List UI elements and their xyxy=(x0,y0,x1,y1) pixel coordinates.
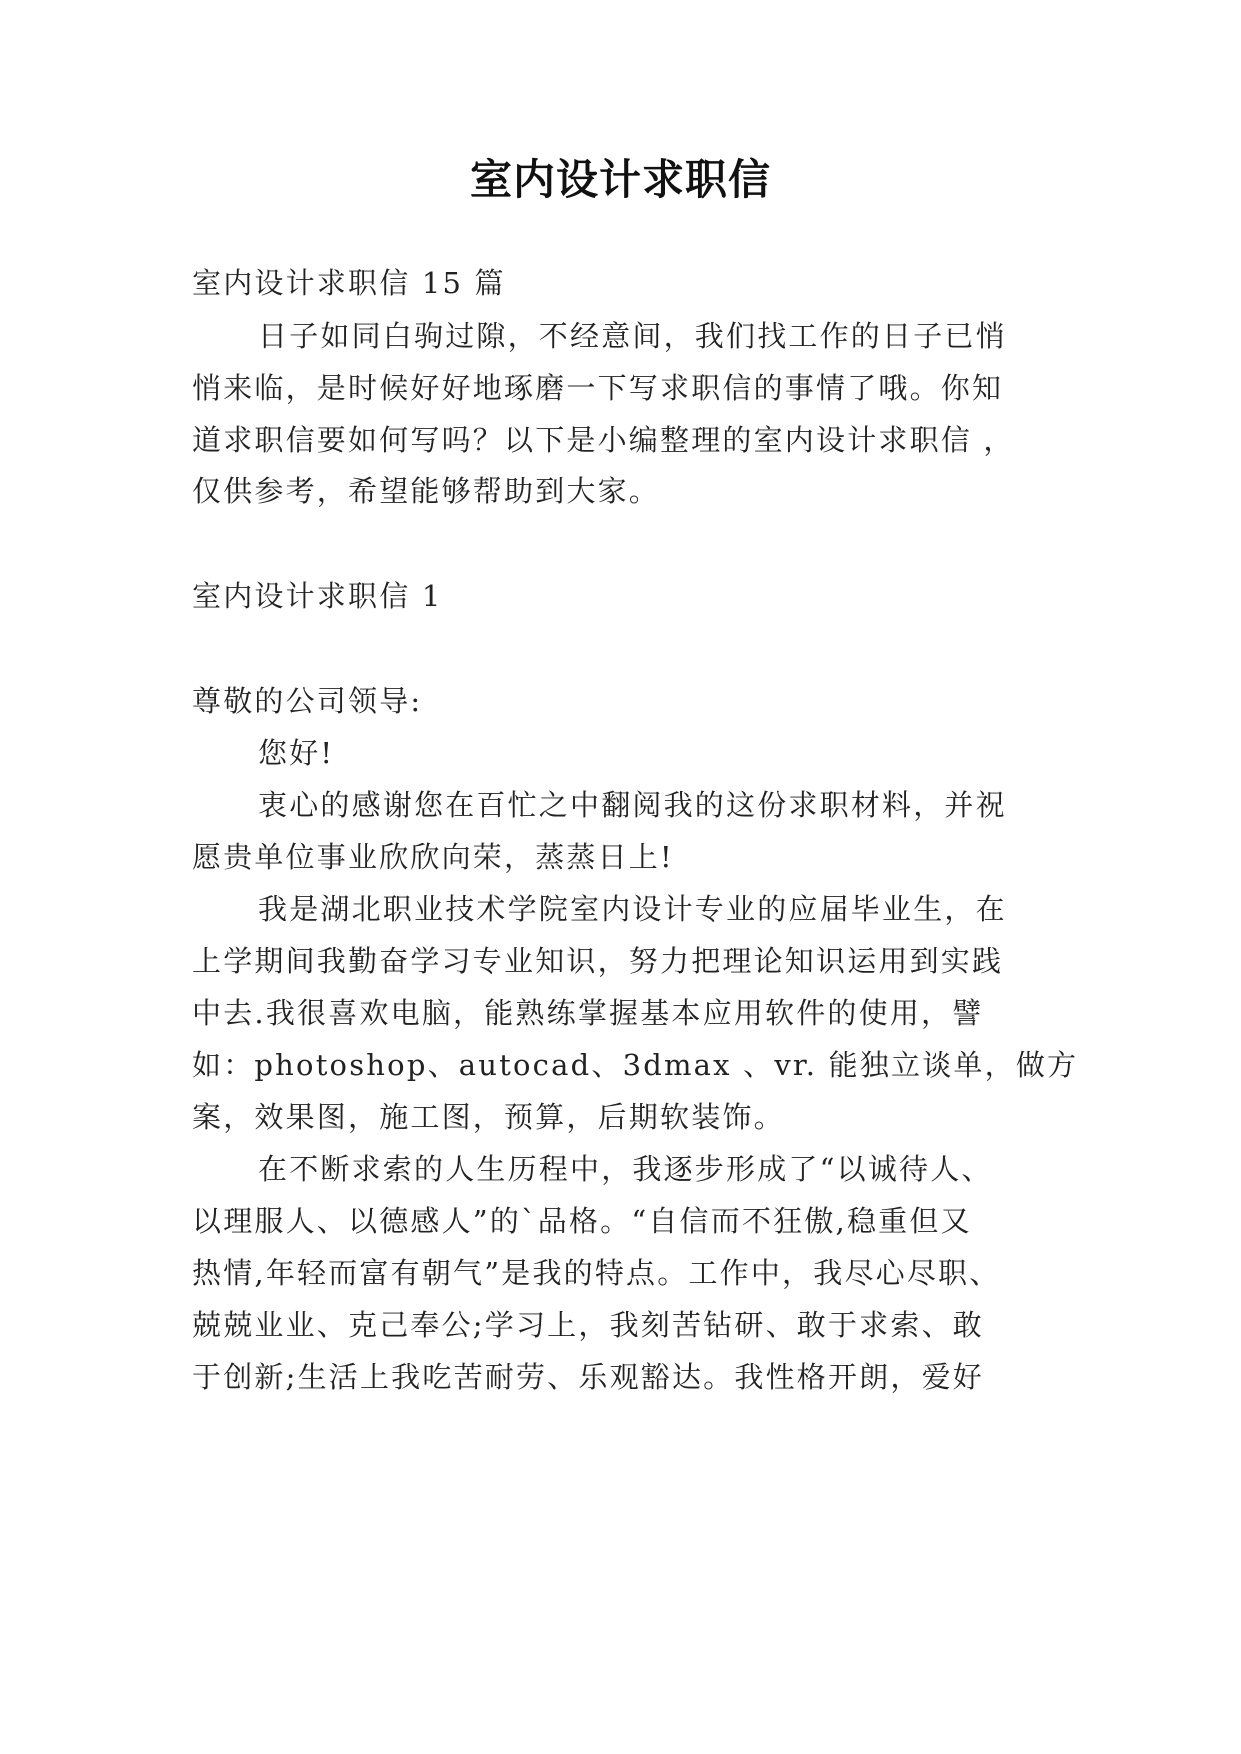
paragraph-line: 愿贵单位事业欣欣向荣，蒸蒸日上! xyxy=(192,840,674,874)
paragraph-line: 兢兢业业、克己奉公;学习上，我刻苦钻研、敢于求索、敢 xyxy=(192,1308,984,1342)
paragraph-line: 中去.我很喜欢电脑，能熟练掌握基本应用软件的使用，譬 xyxy=(192,996,984,1030)
intro-line: 道求职信要如何写吗？以下是小编整理的室内设计求职信 ， xyxy=(192,423,1015,457)
paragraph-line: 案，效果图，施工图，预算，后期软装饰。 xyxy=(192,1100,785,1134)
salutation: 尊敬的公司领导: xyxy=(192,684,423,718)
greeting: 您好! xyxy=(258,736,335,770)
paragraph-line: 如：photoshop、autocad、3dmax 、vr. 能独立谈单，做方 xyxy=(192,1048,1079,1082)
paragraph-line: 于创新;生活上我吃苦耐劳、乐观豁达。我性格开朗，爱好 xyxy=(192,1360,984,1394)
section-heading: 室内设计求职信 1 xyxy=(192,579,443,613)
subtitle: 室内设计求职信 15 篇 xyxy=(192,266,506,300)
paragraph-line: 我是湖北职业技术学院室内设计专业的应届毕业生，在 xyxy=(258,892,1007,926)
paragraph-line: 在不断求索的人生历程中，我逐步形成了“以诚待人、 xyxy=(258,1152,993,1186)
paragraph-line: 以理服人、以德感人”的`品格。“自信而不狂傲,稳重但又 xyxy=(192,1204,972,1238)
document-title: 室内设计求职信 xyxy=(469,155,771,204)
intro-line: 日子如同白驹过隙，不经意间，我们找工作的日子已悄 xyxy=(258,319,1007,353)
intro-line: 悄来临，是时候好好地琢磨一下写求职信的事情了哦。你知 xyxy=(192,371,1004,405)
paragraph-line: 上学期间我勤奋学习专业知识，努力把理论知识运用到实践 xyxy=(192,944,1004,978)
intro-line: 仅供参考，希望能够帮助到大家。 xyxy=(192,474,661,508)
paragraph-line: 热情,年轻而富有朝气”是我的特点。工作中，我尽心尽职、 xyxy=(192,1256,1001,1290)
paragraph-line: 衷心的感谢您在百忙之中翻阅我的这份求职材料，并祝 xyxy=(258,788,1007,822)
